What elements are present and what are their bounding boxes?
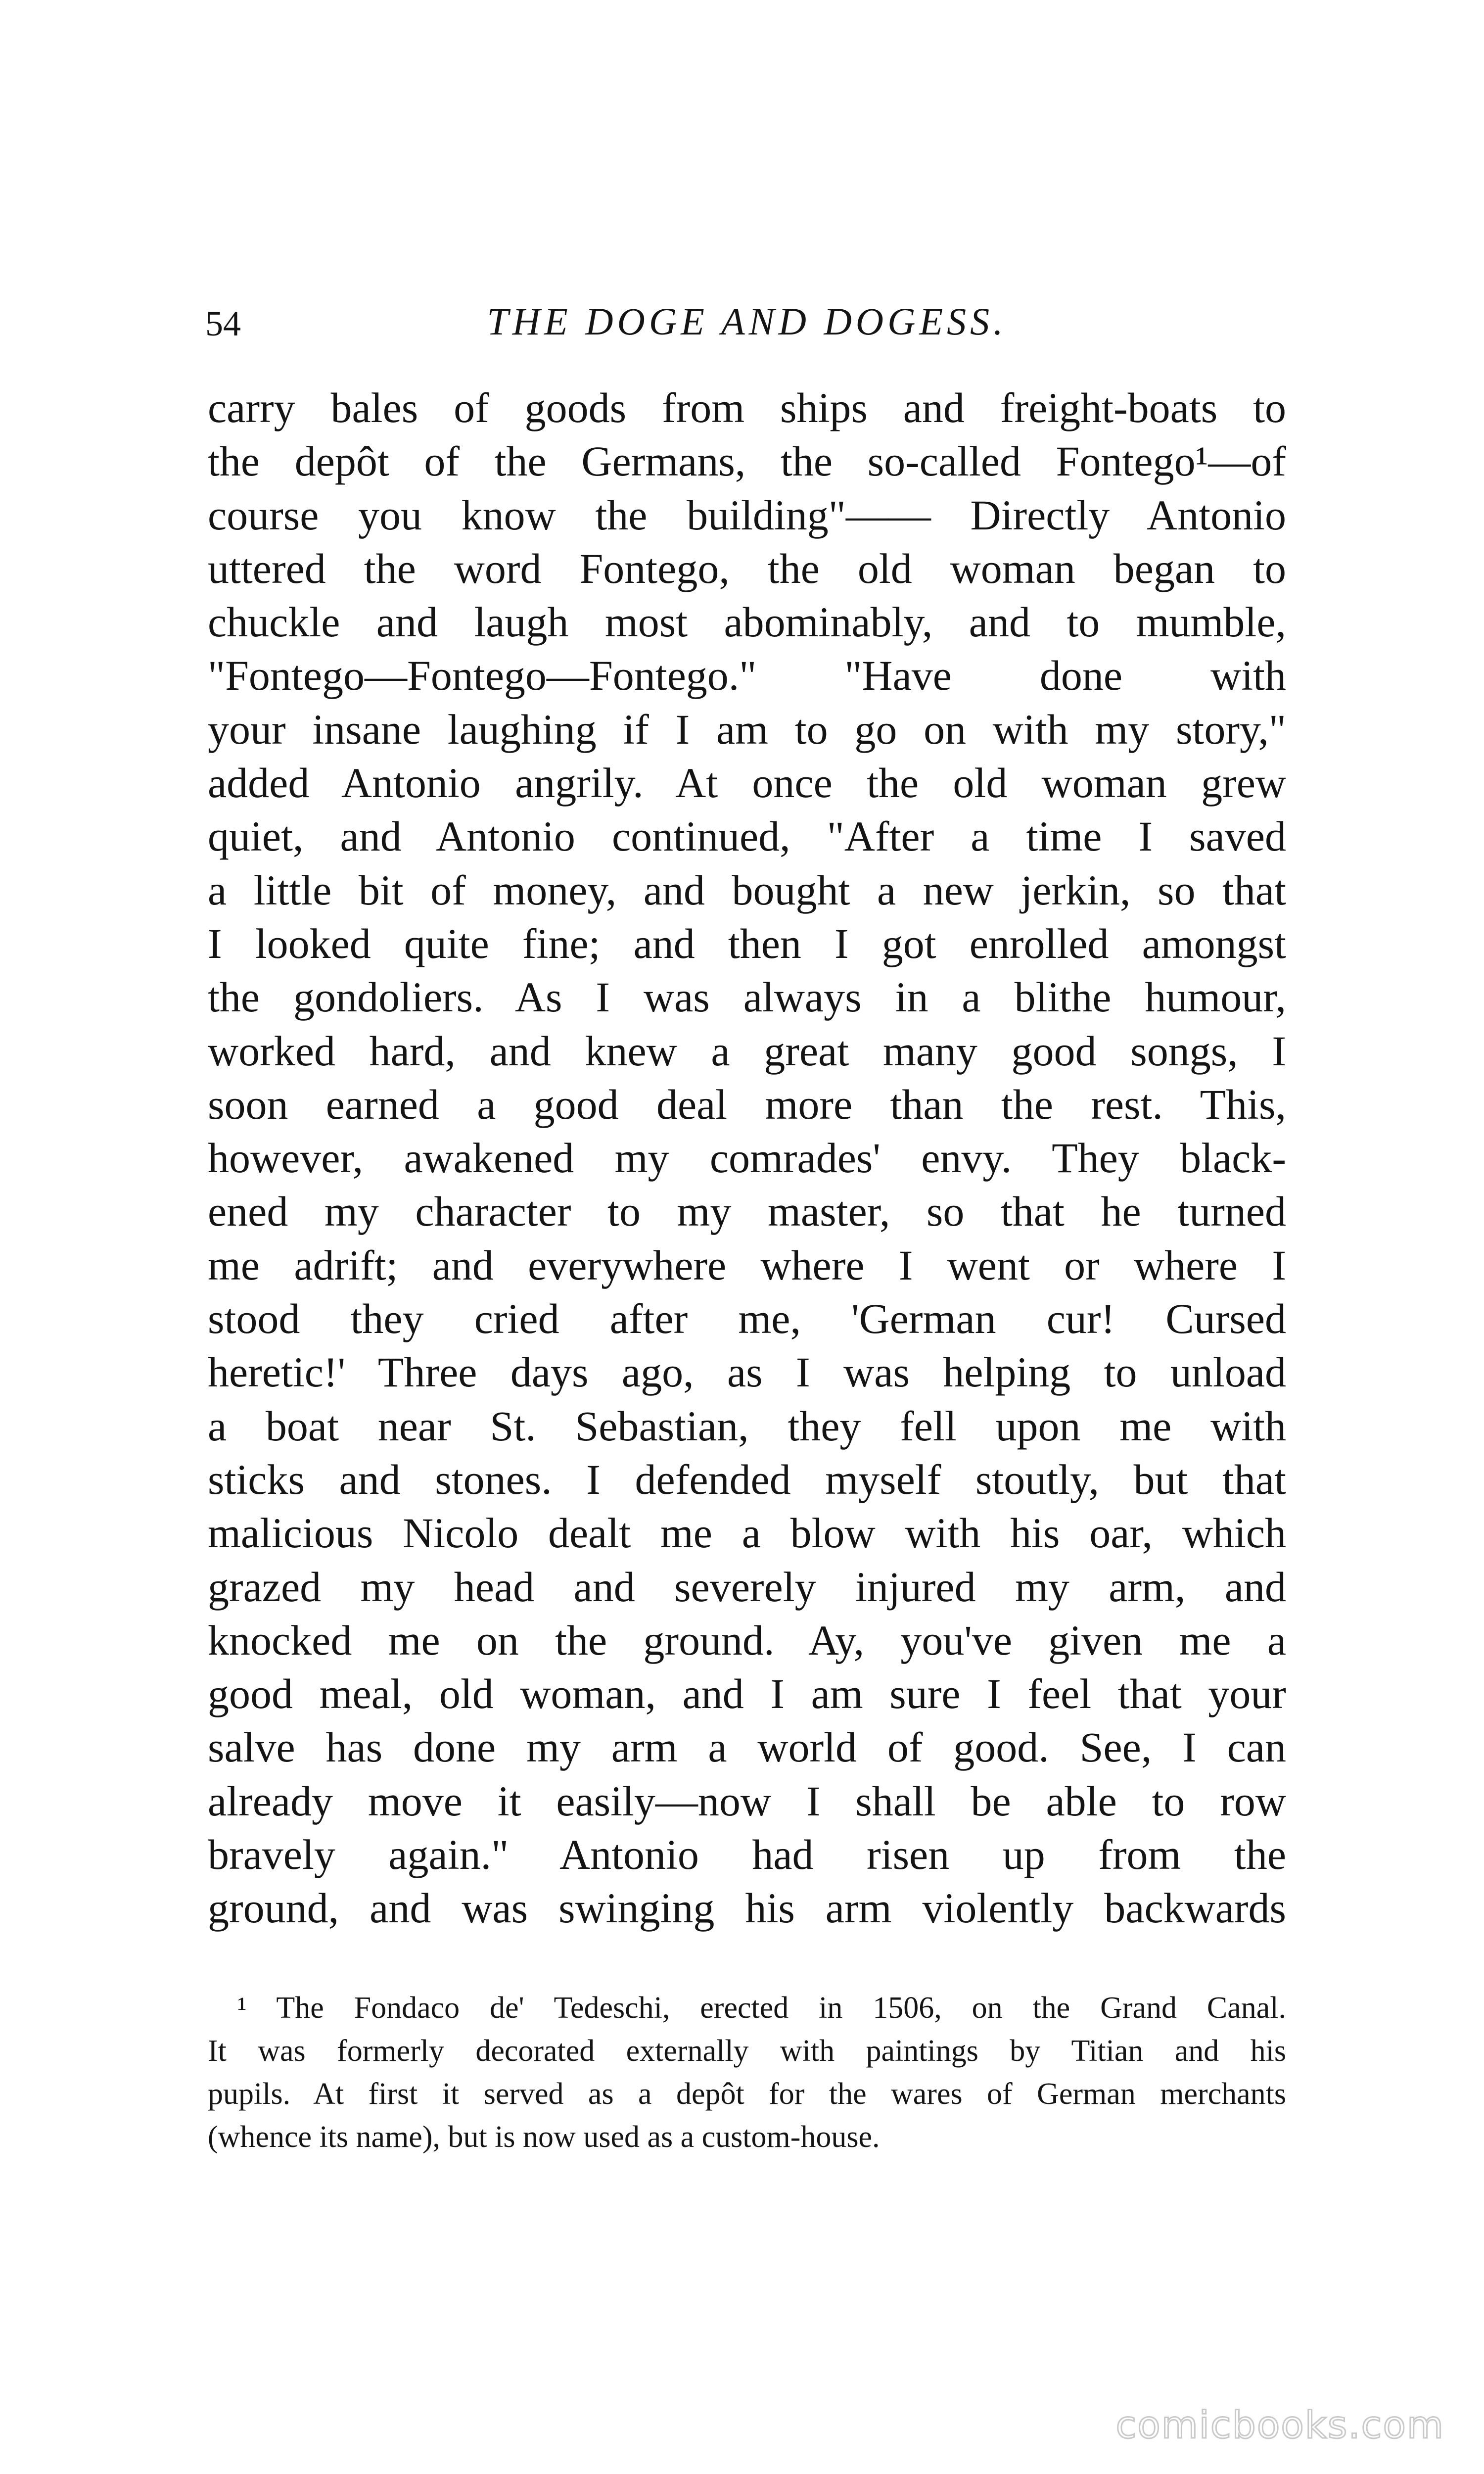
text-line: quiet, and Antonio continued, "After a time I saved [208,812,1286,860]
text-line: added Antonio angrily. At once the old woman grew [208,759,1286,807]
footnote-line: pupils. At first it served as a depôt for the wares of German merchants [208,2077,1286,2111]
running-title: THE DOGE AND DOGESS. [487,300,1007,343]
running-head [205,297,1289,351]
text-line: knocked me on the ground. Ay, you've given me a [208,1616,1286,1664]
text-line: sticks and stones. I defended myself stoutly, but that [208,1455,1286,1503]
text-line: your insane laughing if I am to go on with my story," [208,705,1286,753]
text-line: soon earned a good deal more than the rest. This, [208,1080,1286,1128]
page-number: 54 [205,304,241,343]
text-line: the depôt of the Germans, the so-called Fontego¹—of [208,437,1286,485]
text-line: course you know the building"—— Directly Antonio [208,491,1286,539]
watermark: comicbooks.com [1115,2403,1444,2447]
text-line: me adrift; and everywhere where I went or where I [208,1241,1286,1289]
footnote-line: It was formerly decorated externally with paintings by Titian and his [208,2034,1286,2068]
text-line: malicious Nicolo dealt me a blow with his oar, which [208,1509,1286,1557]
text-line: a little bit of money, and bought a new jerkin, so that [208,866,1286,914]
text-line: stood they cried after me, 'German cur! Cursed [208,1295,1286,1343]
text-line: ground, and was swinging his arm violently backwards [208,1884,1286,1932]
text-line: uttered the word Fontego, the old woman began to [208,544,1286,592]
text-line: chuckle and laugh most abominably, and to mumble, [208,598,1286,646]
text-line: ened my character to my master, so that he turned [208,1188,1286,1236]
body-text [208,381,1286,1935]
text-line: I looked quite fine; and then I got enrolled amongst [208,919,1286,967]
footnote-line: ¹ The Fondaco de' Tedeschi, erected in 1506, on the Grand Canal. [237,1991,1286,2025]
text-line: however, awakened my comrades' envy. They black- [208,1134,1286,1182]
text-line: salve has done my arm a world of good. See, I can [208,1723,1286,1771]
text-line: the gondoliers. As I was always in a blithe humour, [208,973,1286,1021]
text-line: a boat near St. Sebastian, they fell upon me with [208,1402,1286,1450]
text-line: bravely again." Antonio had risen up from the [208,1831,1286,1879]
text-line: carry bales of goods from ships and freight-boats to [208,384,1286,431]
footnote [208,1987,1286,2159]
text-line: worked hard, and knew a great many good songs, I [208,1027,1286,1075]
text-line: grazed my head and severely injured my arm, and [208,1563,1286,1611]
text-line: "Fontego—Fontego—Fontego." "Have done with [208,652,1286,700]
text-line: already move it easily—now I shall be able to row [208,1777,1286,1825]
text-line: good meal, old woman, and I am sure I feel that your [208,1670,1286,1718]
text-line: heretic!' Three days ago, as I was helping to unload [208,1348,1286,1396]
footnote-line: (whence its name), but is now used as a custom-house. [208,2120,880,2154]
